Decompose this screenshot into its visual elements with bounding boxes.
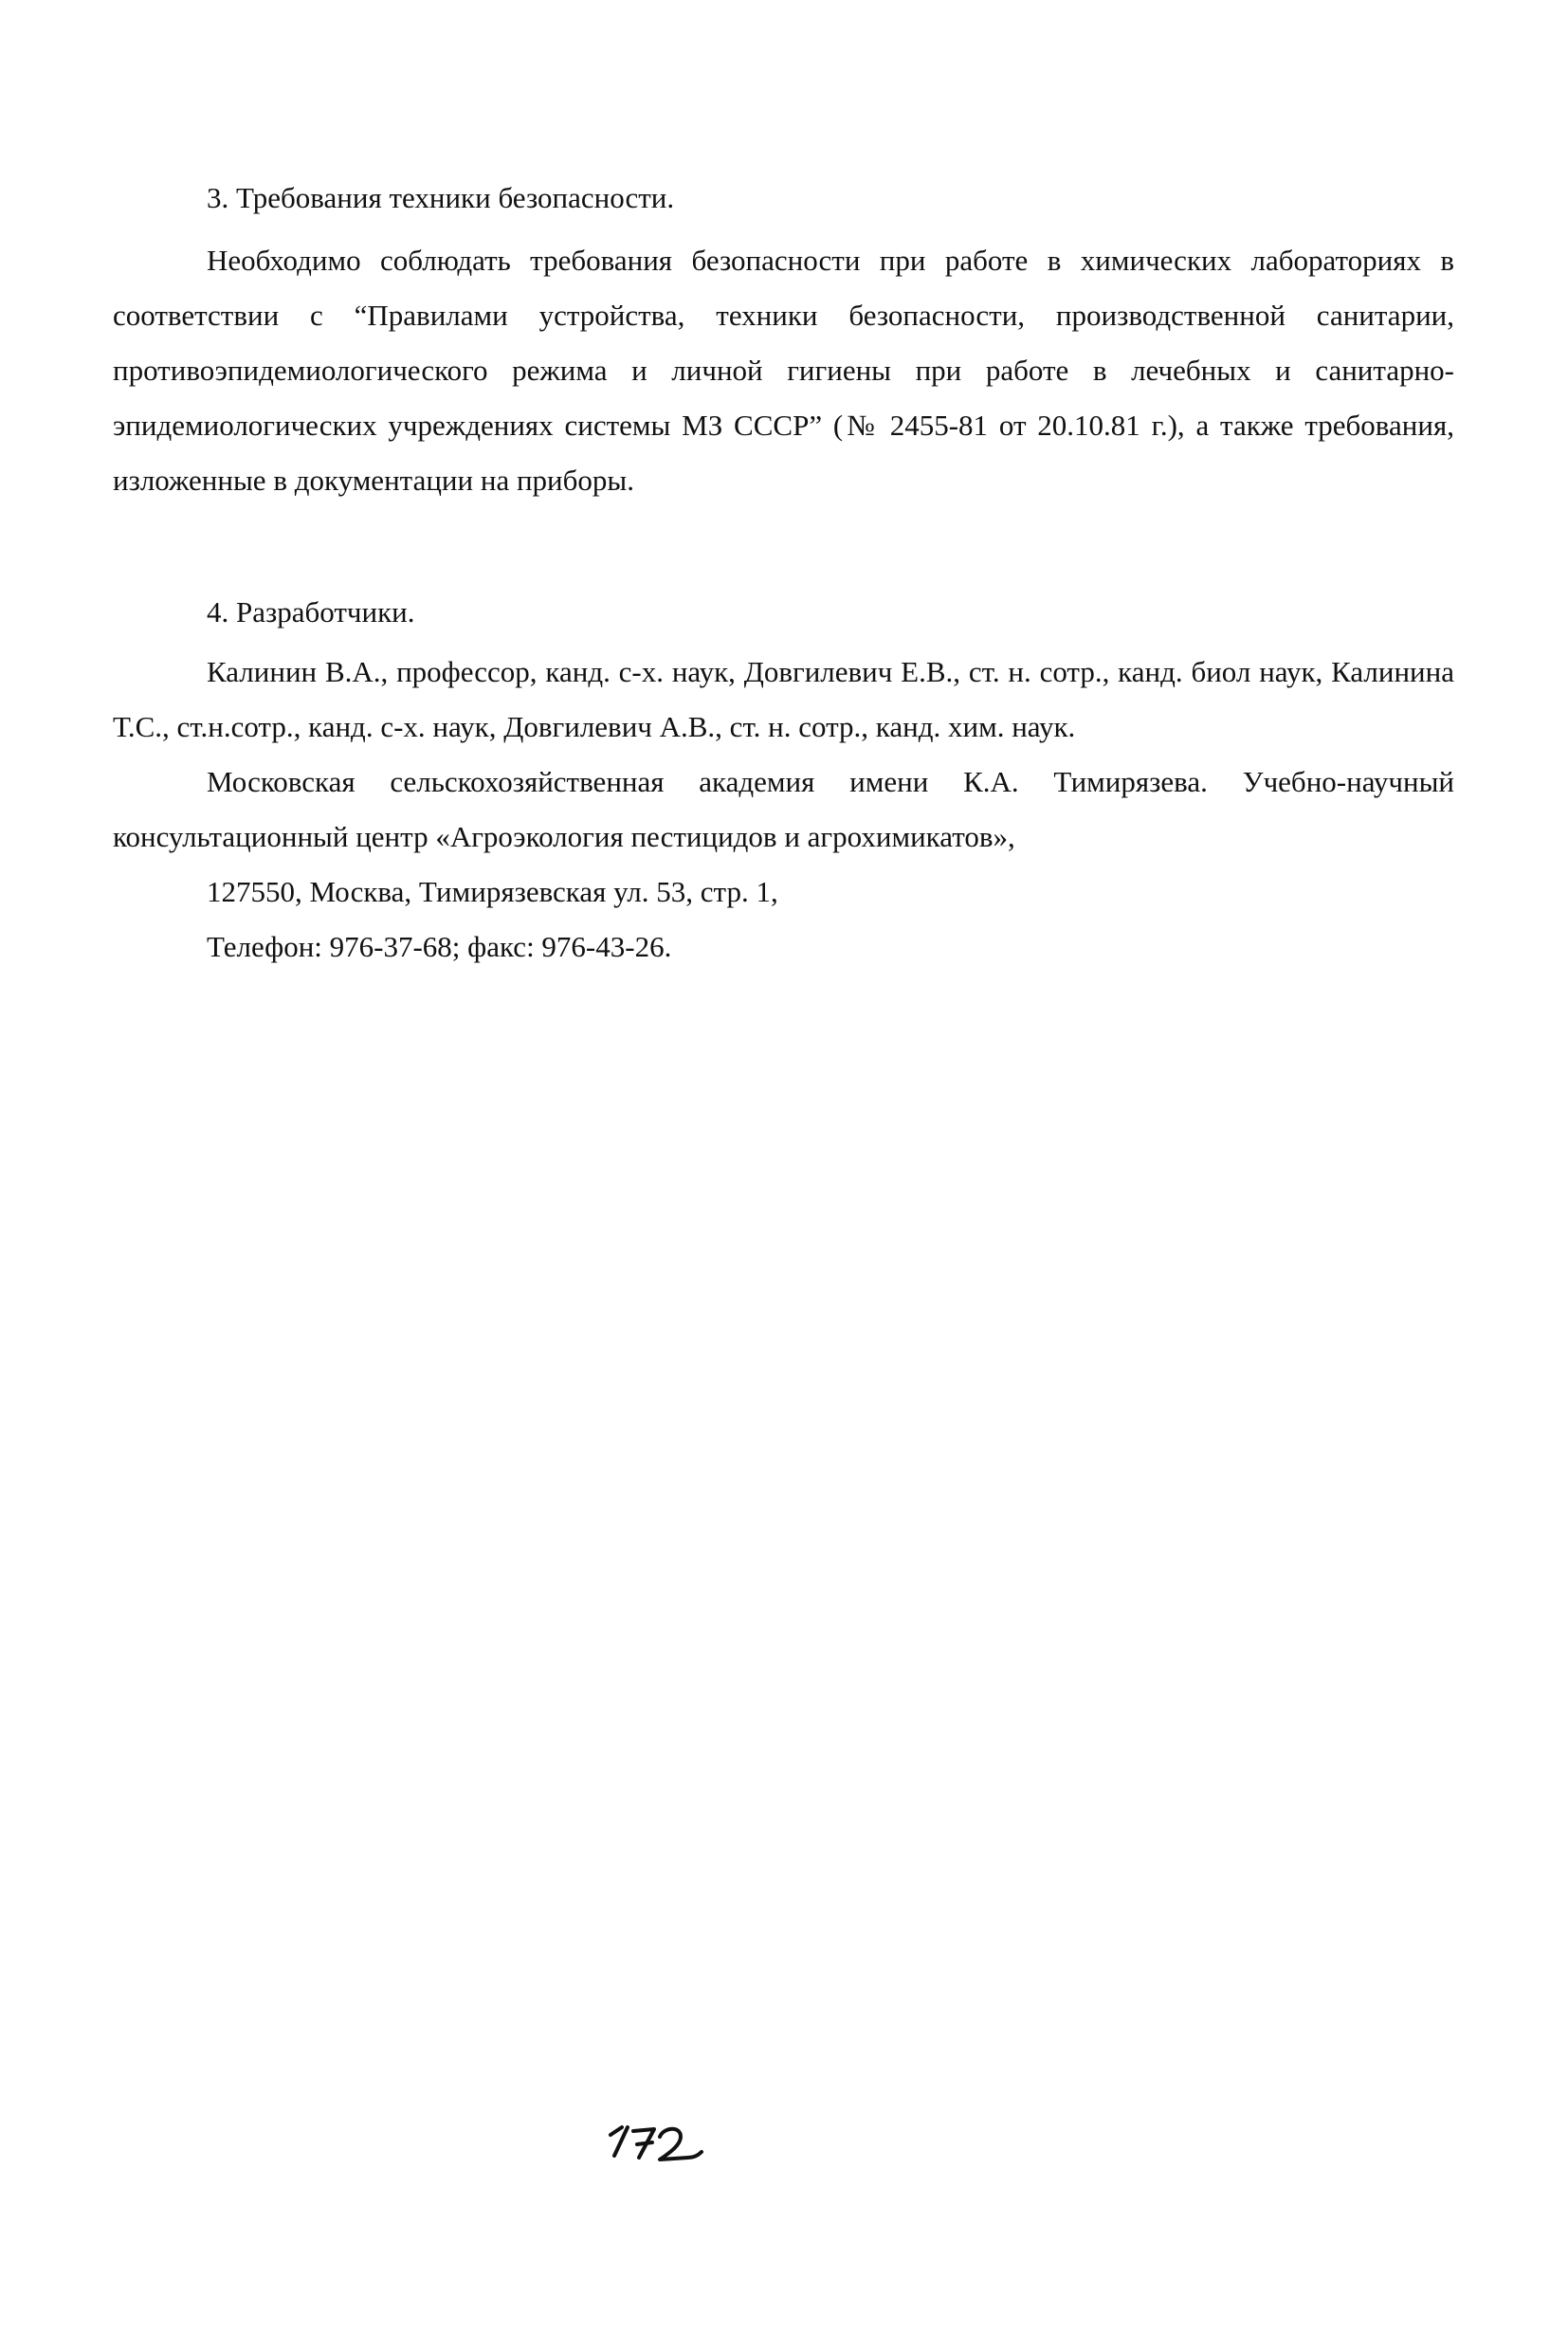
developers-paragraph: Калинин В.А., профессор, канд. с-х. наук, Довгилевич Е.В., ст. н. сотр., канд. биол наук, Калинина Т.С., ст.н.сотр., канд. с-х. наук, Довгилевич А.В., ст. н. сотр., канд. хим. наук. [113,655,1454,743]
phone-line: Телефон: 976-37-68; факс: 976-43-26. [207,930,672,963]
section-4-heading: 4. Разработчики. [207,595,415,629]
section-3-paragraph: Необходимо соблюдать требования безопасности при работе в химических лабораториях в соответствии с “Правилами устройства, техники безопасности, производственной санитарии, противоэпидемиологического режима и личной гигиены при работе в лечебных и санитарно-эпидемиологических учреждениях системы МЗ СССР” (№ 2455-81 от 20.10.81 г.), а также требования, изложенные в документации на приборы. [113,244,1454,497]
section-3-heading: 3. Требования техники безопасности. [207,181,675,214]
address-line: 127550, Москва, Тимирязевская ул. 53, стр. 1, [207,875,778,908]
handwritten-page-number [605,2114,709,2171]
organization-paragraph: Московская сельскохозяйственная академия имени К.А. Тимирязева. Учебно-научный консультационный центр «Агроэкология пестицидов и агрохимикатов», [113,765,1454,853]
